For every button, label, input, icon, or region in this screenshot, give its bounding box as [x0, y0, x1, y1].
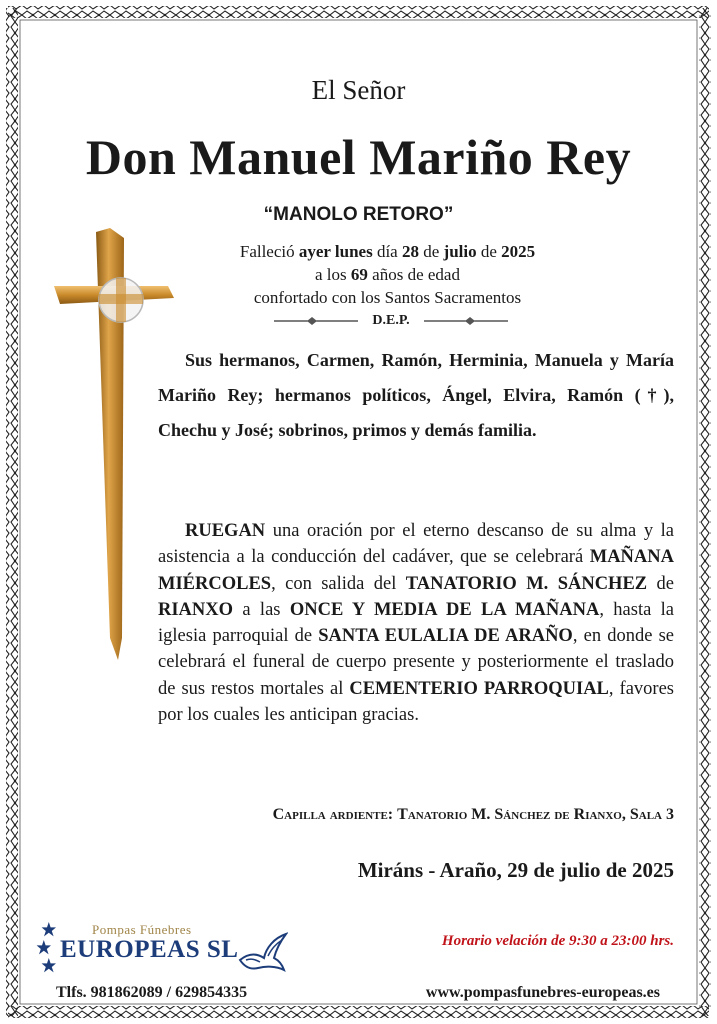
dep-label: D.E.P. — [372, 313, 410, 328]
dove-icon — [236, 930, 288, 974]
logo-top-text: Pompas Fúnebres — [92, 922, 192, 937]
phone-numbers: Tlfs. 981862089 / 629854335 — [56, 984, 248, 1001]
logo-main-text: EUROPEAS SL — [60, 936, 239, 963]
death-line-3: confortado con los Santos Sacramentos — [253, 288, 522, 307]
capilla-ardiente — [158, 806, 674, 824]
ruegan-paragraph: RUEGAN una oración por el eterno descanso de su alma y la asistencia a la conducción del cadáver, que se celebrará MAÑANA MIÉRCOLES, con salida del TANATORIO M. SÁNCHEZ de RIANXO a las ONCE Y MEDIA DE LA MAÑANA, hasta la iglesia parroquial de SANTA EULALIA DE ARAÑO, en donde se celebrará el funeral de cuerpo presente y posteriormente el traslado de sus restos mortales al CEMENTERIO PARROQUIAL, favores por los cuales les anticipan gracias. — [158, 521, 675, 726]
stars-icon — [36, 922, 62, 974]
death-line-1: Falleció ayer lunes día 28 de julio de 2025 — [239, 242, 536, 261]
family-paragraph — [158, 343, 674, 448]
deceased-name: Don Manuel Mariño Rey — [85, 129, 632, 185]
death-line-2: a los 69 años de edad — [315, 265, 460, 284]
salutation: El Señor — [311, 75, 406, 105]
place-date: Miráns - Araño, 29 de julio de 2025 — [357, 858, 674, 882]
family-text: Sus hermanos, Carmen, Ramón, Herminia, Manuela y María Mariño Rey; hermanos políticos, Ángel, Elvira, Ramón (†), Chechu y José; sobrinos, primos y demás familia. — [158, 350, 674, 440]
ruegan-word: RUEGAN — [185, 521, 266, 541]
viewing-hours: Horario velación de 9:30 a 23:00 hrs. — [441, 933, 674, 949]
death-details — [175, 240, 600, 309]
dep-divider — [268, 313, 514, 333]
nickname: “MANOLO RETORO” — [263, 204, 454, 225]
capilla-label: Capilla ardiente: — [272, 806, 394, 823]
website-link[interactable]: www.pompasfunebres-europeas.es — [425, 984, 660, 1001]
capilla-value: Tanatorio M. Sánchez de Rianxo, Sala 3 — [397, 806, 674, 823]
